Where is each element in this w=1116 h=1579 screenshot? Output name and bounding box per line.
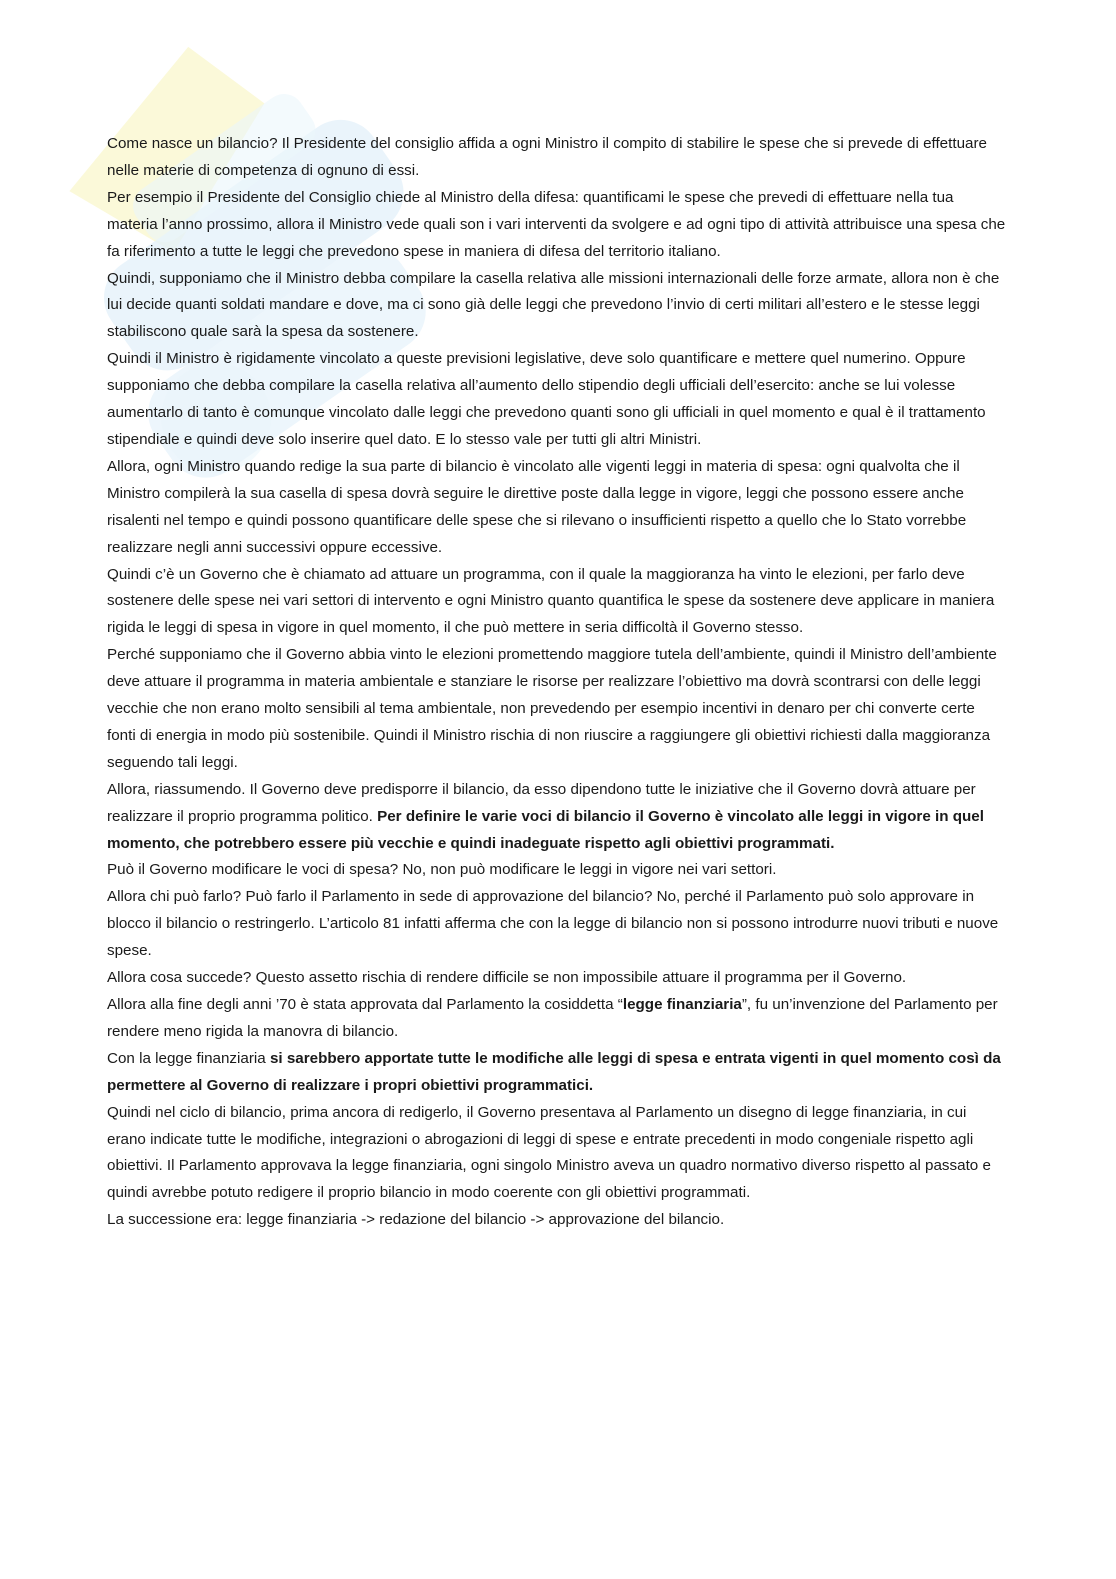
- text-run: Allora chi può farlo? Può farlo il Parlamento in sede di approvazione del bilancio? No, perché il Parlamento può solo approvare in blocco il bilancio o restringerlo. L’articolo 81 infatti afferma che con la legge di bilancio non si possono introdurre nuovi tributi e nuove spese.: [107, 888, 999, 960]
- text-run: Come nasce un bilancio? Il Presidente del consiglio affida a ogni Ministro il compito di stabilire le spese che si prevede di effettuare nelle materie di competenza di ognuno di essi.: [107, 135, 987, 179]
- paragraph: [107, 1046, 1007, 1100]
- paragraph: [107, 992, 1007, 1046]
- text-run: Per esempio il Presidente del Consiglio chiede al Ministro della difesa: quantificami le spese che prevedi di effettuare nella tua materia l’anno prossimo, allora il Ministro vede quali son i vari interventi da svolgere e ad ogni tipo di attività attribuisce una spesa che fa riferimento a tutte le leggi che prevedono spese in maniera di difesa del territorio italiano.: [107, 188, 1006, 260]
- document-body: [107, 131, 1007, 1234]
- paragraph: [107, 642, 1007, 777]
- text-run: Allora cosa succede? Questo assetto rischia di rendere difficile se non impossibile attuare il programma per il Governo.: [107, 969, 907, 987]
- bold-text: Per definire le varie voci di bilancio il Governo è vincolato alle leggi in vigore in quel momento, che potrebbero essere più vecchie e quindi inadeguate rispetto agli obiettivi programmati.: [107, 807, 984, 852]
- text-run: Può il Governo modificare le voci di spesa? No, non può modificare le leggi in vigore nei vari settori.: [107, 861, 777, 879]
- text-run: Con la legge finanziaria: [107, 1049, 270, 1067]
- paragraph: [107, 965, 1007, 992]
- text-run: Quindi, supponiamo che il Ministro debba compilare la casella relativa alle missioni internazionali delle forze armate, allora non è che lui decide quanti soldati mandare e dove, ma ci sono già delle leggi che prevedono l’invio di certi militari all’estero e le stesse leggi stabiliscono quale sarà la spesa da sostenere.: [107, 269, 1000, 341]
- text-run: Allora alla fine degli anni ’70 è stata approvata dal Parlamento la cosiddetta “: [107, 996, 623, 1013]
- paragraph: [107, 777, 1007, 858]
- paragraph: [107, 884, 1007, 965]
- text-run: La successione era: legge finanziaria -> redazione del bilancio -> approvazione del bilancio.: [107, 1211, 725, 1229]
- paragraph: [107, 857, 1007, 884]
- bold-text: legge finanziaria: [622, 996, 742, 1013]
- paragraph: [107, 454, 1007, 562]
- text-run: Allora, ogni Ministro quando redige la sua parte di bilancio è vincolato alle vigenti leggi in materia di spesa: ogni qualvolta che il Ministro compilerà la sua casella di spesa dovrà seguire le direttive poste dalla legge in vigore, leggi che possono essere anche risalenti nel tempo e quindi possono quantificare delle spese che si rilevano o insufficienti rispetto a quello che lo Stato vorrebbe realizzare negli anni successivi oppure eccessive.: [107, 457, 967, 556]
- bold-text: si sarebbero apportate tutte le modifiche alle leggi di spesa e entrata vigenti in quel momento così da permettere al Governo di realizzare i propri obiettivi programmatici.: [107, 1049, 1001, 1094]
- paragraph: [107, 1100, 1007, 1208]
- text-run: ”, fu un’invenzione del Parlamento per rendere meno rigida la manovra di bilancio.: [107, 996, 998, 1040]
- text-run: Perché supponiamo che il Governo abbia vinto le elezioni promettendo maggiore tutela dell’ambiente, quindi il Ministro dell’ambiente deve attuare il programma in materia ambientale e stanziare le risorse per realizzare l’obiettivo ma dovrà scontrarsi con delle leggi vecchie che non erano molto sensibili al tema ambientale, non prevedendo per esempio incentivi in denaro per chi converte certe fonti di energia in modo più sostenibile. Quindi il Ministro rischia di non riuscire a raggiungere gli obiettivi richiesti dalla maggioranza seguendo tali leggi.: [107, 646, 997, 771]
- text-run: Quindi il Ministro è rigidamente vincolato a queste previsioni legislative, deve solo quantificare e mettere quel numerino. Oppure supponiamo che debba compilare la casella relativa all’aumento dello stipendio degli ufficiali dell’esercito: anche se lui volesse aumentarlo di tanto è comunque vincolato dalle leggi che prevedono quanti sono gli ufficiali in quel momento e qual è il trattamento stipendiale e quindi deve solo inserire quel dato. E lo stesso vale per tutti gli altri Ministri.: [107, 350, 986, 448]
- paragraph: [107, 346, 1007, 454]
- text-run: Quindi c’è un Governo che è chiamato ad attuare un programma, con il quale la maggioranza ha vinto le elezioni, per farlo deve sostenere delle spese nei vari settori di intervento e ogni Ministro quanto quantifica le spese da sostenere deve applicare in maniera rigida le leggi di spesa in vigore in quel momento, il che può mettere in seria difficoltà il Governo stesso.: [107, 565, 995, 637]
- paragraph: [107, 1207, 1007, 1234]
- text-run: Quindi nel ciclo di bilancio, prima ancora di redigerlo, il Governo presentava al Parlamento un disegno di legge finanziaria, in cui erano indicate tutte le modifiche, integrazioni o abrogazioni di leggi di spese e entrate precedenti in modo congeniale rispetto agli obiettivi. Il Parlamento approvava la legge finanziaria, ogni singolo Ministro aveva un quadro normativo diverso rispetto al passato e quindi avrebbe potuto redigere il proprio bilancio in modo coerente con gli obiettivi programmati.: [107, 1103, 991, 1202]
- paragraph: [107, 185, 1007, 266]
- paragraph: [107, 131, 1007, 185]
- paragraph: [107, 266, 1007, 347]
- text-run: Allora, riassumendo. Il Governo deve predisporre il bilancio, da esso dipendono tutte le iniziative che il Governo dovrà attuare per realizzare il proprio programma politico.: [107, 780, 976, 825]
- paragraph: [107, 562, 1007, 643]
